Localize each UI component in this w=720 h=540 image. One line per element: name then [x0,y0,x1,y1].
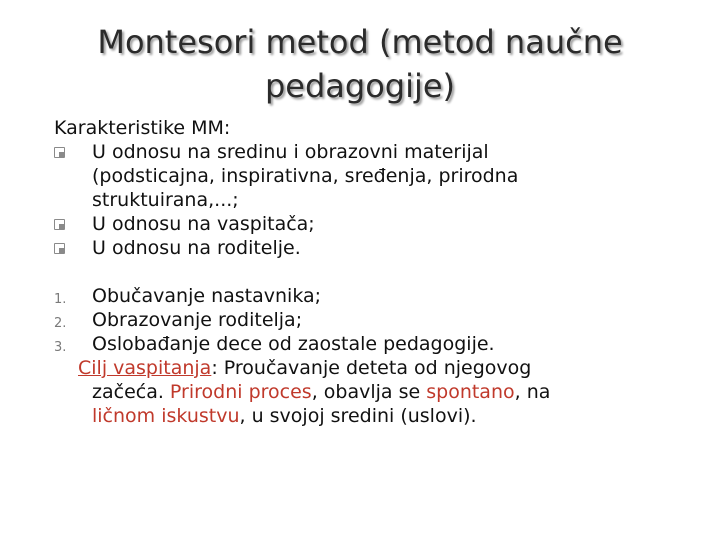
goal-highlight: spontano [426,381,515,403]
checkbox-bullet-icon [54,219,65,230]
goal-label: Cilj vaspitanja [78,357,212,379]
goal-highlight: Prirodni proces [169,381,312,403]
slide-title [30,20,690,108]
goal-text: , obavlja se [311,381,427,403]
goal-text: , na [514,381,551,403]
checkbox-bullet-icon [54,147,65,158]
bullet-text: U odnosu na vaspitača; [92,213,315,235]
checkbox-bullet-icon [54,243,65,254]
slide-title-line1: Montesori metod (metod naučne [97,23,623,61]
numbered-text: Obrazovanje roditelja; [92,309,303,331]
item-number: 3. [54,340,67,355]
goal-line3 [54,404,714,428]
item-number: 1. [54,292,67,307]
slide-title-line2: pedagogije) [264,67,456,105]
goal-text: , u svojoj sredini (uslovi). [239,405,477,427]
numbered-item [54,284,714,308]
bullet-text: (podsticajna, inspirativna, sređenja, prirodna [92,165,519,187]
numbered-text: Obučavanje nastavnika; [92,285,322,307]
goal-text: : Proučavanje deteta od njegovog [211,357,532,379]
bullet-text: U odnosu na sredinu i obrazovni materijal [92,141,489,163]
characteristics-heading: Karakteristike MM: [54,117,231,139]
goal-line2 [54,380,714,404]
item-number: 2. [54,316,67,331]
list-item [54,140,714,212]
numbered-item [54,308,714,332]
list-item [54,212,714,236]
bullet-text: U odnosu na roditelje. [92,237,301,259]
goal-text: začeća. [92,381,170,403]
slide-body [54,116,714,428]
goal-line1 [54,356,714,380]
list-item [54,236,714,260]
bullet-text: struktuirana,...; [92,189,239,211]
numbered-text: Oslobađanje dece od zaostale pedagogije. [92,333,495,355]
numbered-item [54,332,714,356]
goal-highlight: ličnom iskustvu [92,405,240,427]
